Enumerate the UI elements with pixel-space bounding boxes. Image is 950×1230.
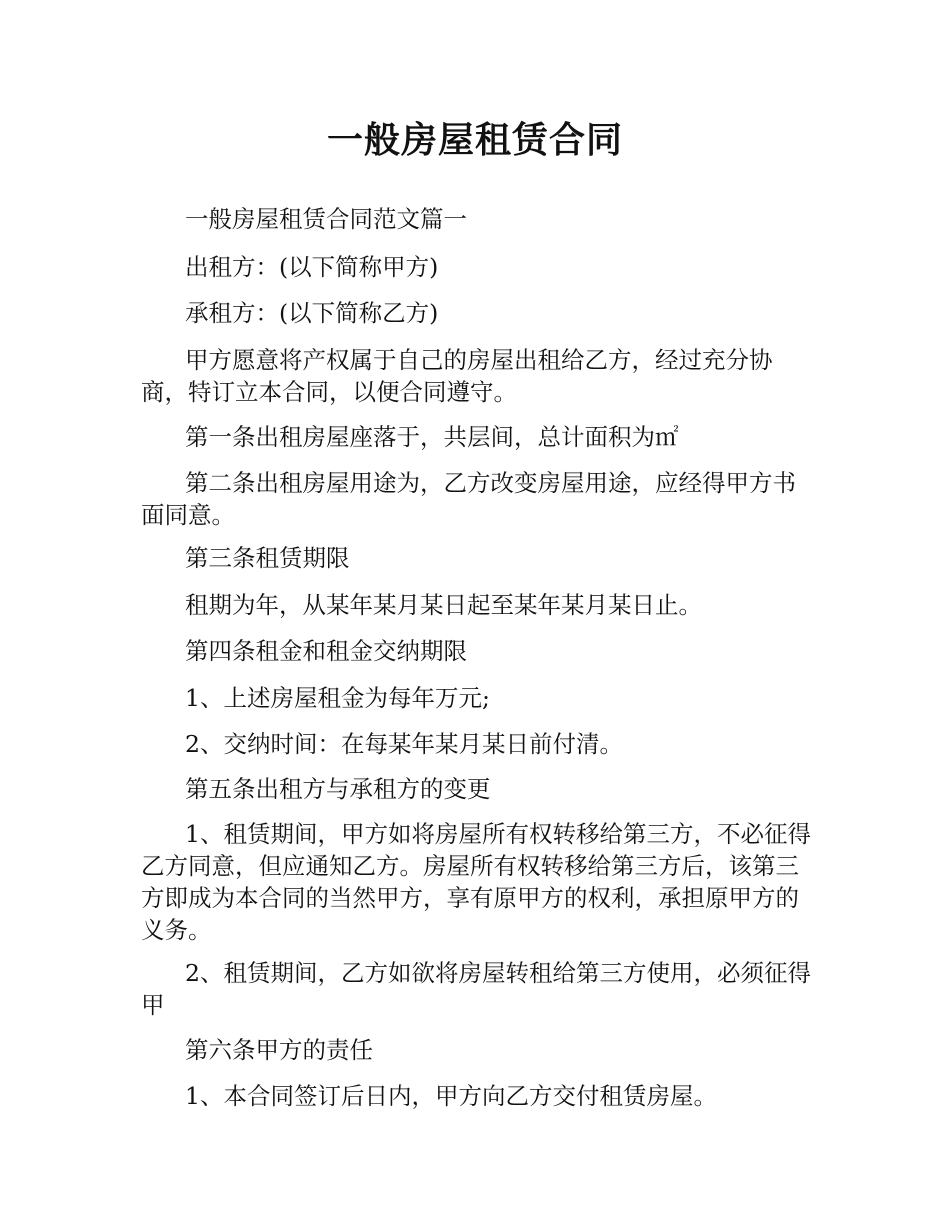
paragraph-article-3-body: 租期为年，从某年某月某日起至某年某月某日止。 <box>185 591 702 619</box>
paragraph-article-6-item-1: 1、本合同签订后日内，甲方向乙方交付租赁房屋。 <box>185 1082 717 1110</box>
document-title: 一般房屋租赁合同 <box>326 120 623 161</box>
paragraph-lessor: 出租方：(以下简称甲方) <box>185 253 439 281</box>
paragraph-article-3-title: 第三条租赁期限 <box>185 544 350 572</box>
paragraph-article-4-item-2: 2、交纳时间：在每某年某月某日前付清。 <box>185 730 623 758</box>
paragraph-article-4-title: 第四条租金和租金交纳期限 <box>185 637 467 665</box>
paragraph-article-5-item-2: 2、租赁期间，乙方如欲将房屋转租给第三方使用，必须征得甲 <box>141 959 811 1019</box>
paragraph-article-4-item-1: 1、上述房屋租金为每年万元; <box>185 684 490 712</box>
paragraph-article-5-item-1: 1、租赁期间，甲方如将房屋所有权转移给第三方，不必征得乙方同意，但应通知乙方。房屋所有权转移给第三方后，该第三方即成为本合同的当然甲方，享有原甲方的权利，承担原甲方的义务。 <box>141 820 811 944</box>
paragraph-preamble: 甲方愿意将产权属于自己的房屋出租给乙方，经过充分协商，特订立本合同，以便合同遵守。 <box>141 346 773 406</box>
paragraph-article-1: 第一条出租房屋座落于，共层间，总计面积为㎡ <box>185 423 679 451</box>
paragraph-article-6-title: 第六条甲方的责任 <box>185 1036 373 1064</box>
paragraph-heading: 一般房屋租赁合同范文篇一 <box>185 205 467 233</box>
paragraph-article-2: 第二条出租房屋用途为，乙方改变房屋用途，应经得甲方书面同意。 <box>141 469 796 529</box>
paragraph-article-5-title: 第五条出租方与承租方的变更 <box>185 775 491 803</box>
paragraph-lessee: 承租方：(以下简称乙方) <box>185 299 439 327</box>
